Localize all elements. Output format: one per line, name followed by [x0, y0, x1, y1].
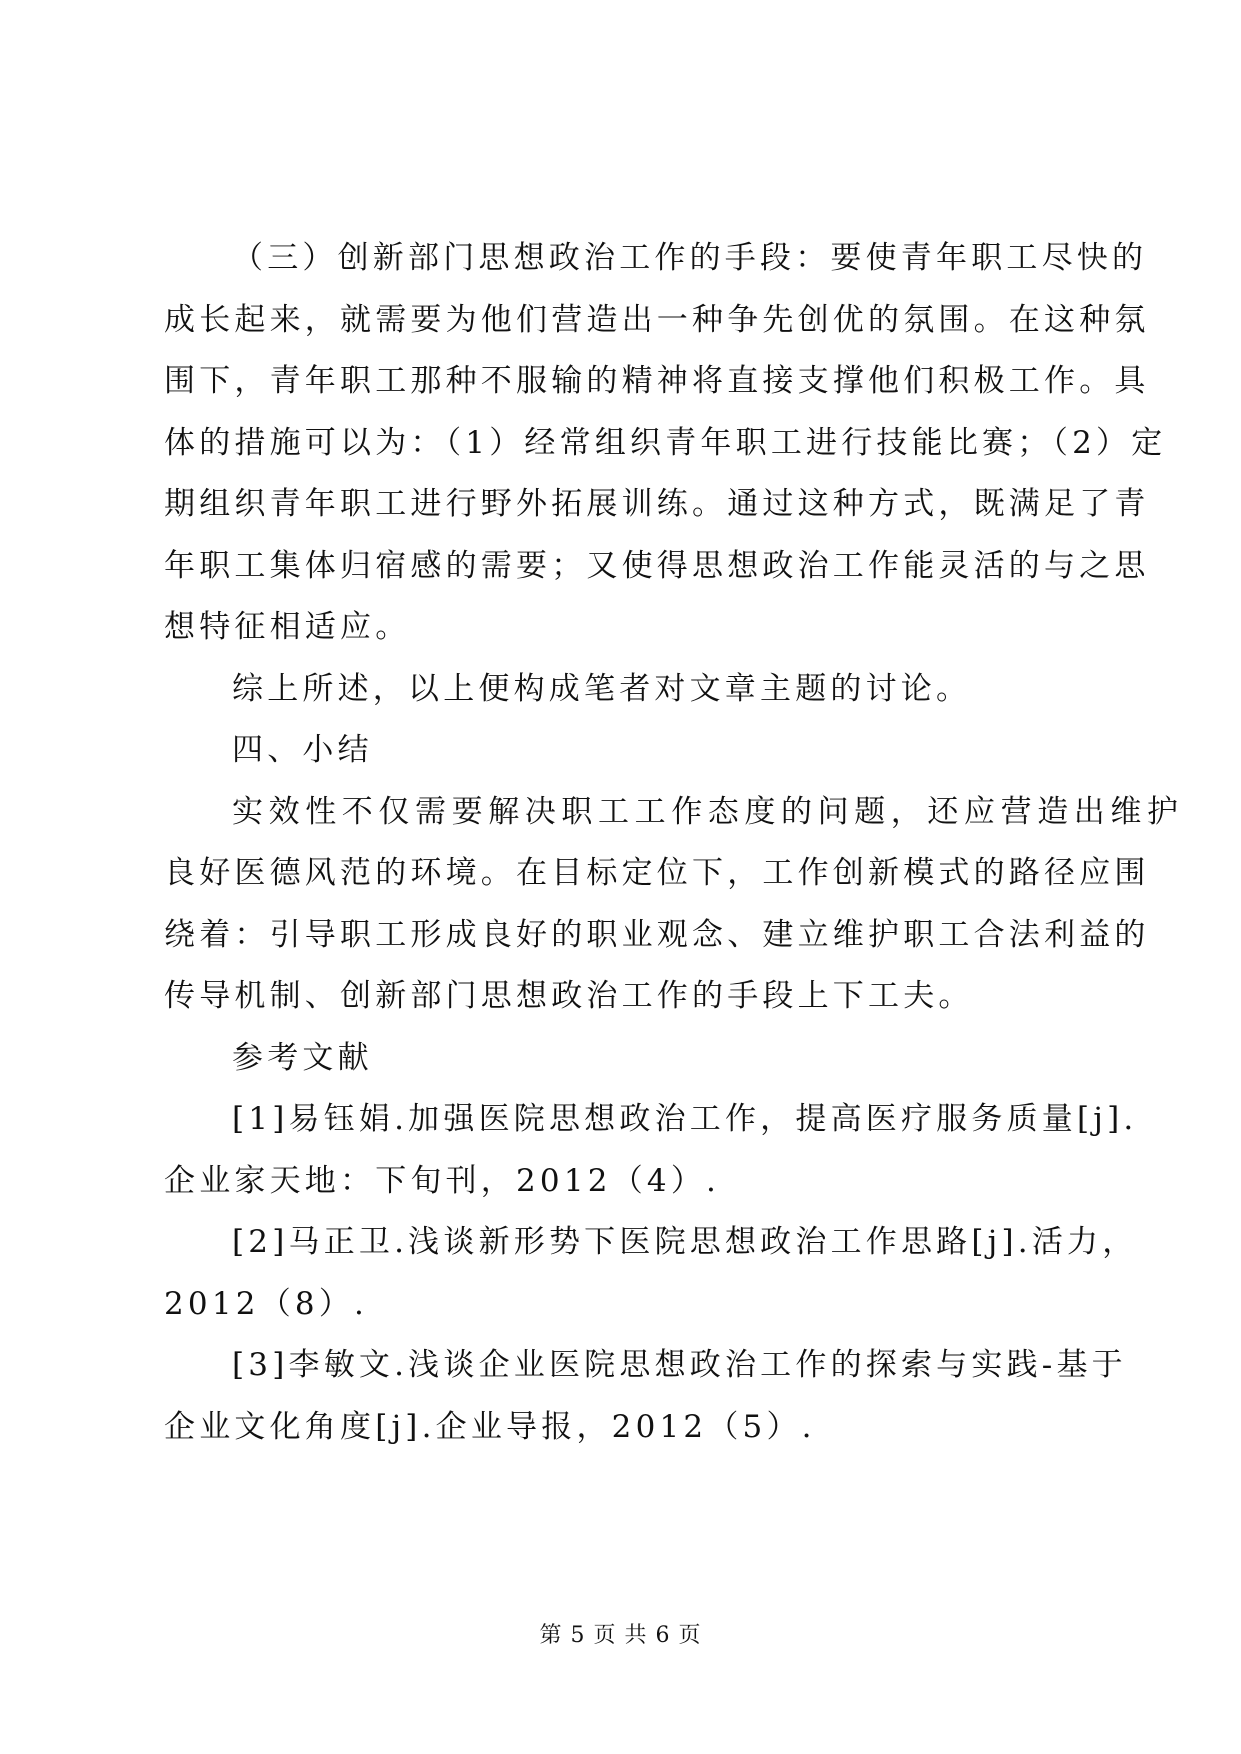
- paragraph-line: 综上所述，以上便构成笔者对文章主题的讨论。: [232, 670, 972, 707]
- page-number-footer: 第 5 页 共 6 页: [539, 1623, 702, 1648]
- paragraph-line: 想特征相适应。: [164, 609, 411, 645]
- reference-item: 企业文化角度[j].企业导报，2012（5）.: [164, 1408, 816, 1445]
- reference-item: [3]李敏文.浅谈企业医院思想政治工作的探索与实践-基于: [232, 1347, 1127, 1383]
- reference-item: [1]易钰娟.加强医院思想政治工作，提高医疗服务质量[j].: [232, 1101, 1138, 1137]
- reference-item: 企业家天地：下旬刊，2012（4）.: [164, 1162, 721, 1199]
- paragraph-line: （三）创新部门思想政治工作的手段：要使青年职工尽快的: [232, 240, 1148, 276]
- paragraph-line: 传导机制、创新部门思想政治工作的手段上下工夫。: [164, 978, 974, 1014]
- document-body: [164, 228, 1184, 1458]
- paragraph-line: 良好医德风范的环境。在目标定位下，工作创新模式的路径应围: [164, 855, 1150, 891]
- paragraph-line: 成长起来，就需要为他们营造出一种争先创优的氛围。在这种氛: [164, 301, 1150, 338]
- section-heading: 四、小结: [232, 732, 373, 768]
- references-heading: 参考文献: [232, 1039, 373, 1076]
- reference-item: 2012（8）.: [164, 1285, 369, 1322]
- paragraph-line: 绕着：引导职工形成良好的职业观念、建立维护职工合法利益的: [164, 916, 1150, 953]
- paragraph-line: 体的措施可以为：（1）经常组织青年职工进行技能比赛；（2）定: [164, 424, 1167, 461]
- paragraph-line: 围下，青年职工那种不服输的精神将直接支撑他们积极工作。具: [164, 363, 1150, 399]
- paragraph-line: 实效性不仅需要解决职工工作态度的问题，还应营造出维护: [232, 793, 1184, 830]
- paragraph-line: 期组织青年职工进行野外拓展训练。通过这种方式，既满足了青: [164, 486, 1150, 522]
- paragraph-line: 年职工集体归宿感的需要；又使得思想政治工作能灵活的与之思: [164, 547, 1150, 584]
- reference-item: [2]马正卫.浅谈新形势下医院思想政治工作思路[j].活力，: [232, 1224, 1138, 1260]
